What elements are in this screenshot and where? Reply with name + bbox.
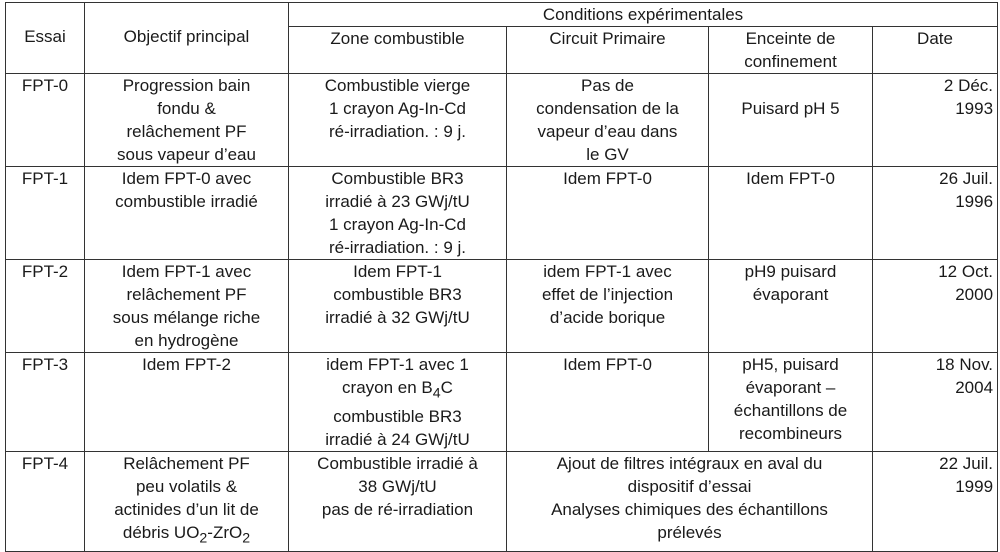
header-conditions: Conditions expérimentales [289, 3, 998, 27]
header-date: Date [873, 27, 998, 74]
cell-circuit: Idem FPT-0 [507, 167, 709, 260]
cell-objectif: Idem FPT-2 [85, 353, 289, 452]
cell-enceinte: Puisard pH 5 [709, 74, 873, 167]
table-row [6, 452, 998, 551]
table-row [6, 353, 998, 452]
cell-essai: FPT-1 [6, 167, 85, 260]
header-objectif: Objectif principal [85, 3, 289, 74]
cell-zone: Idem FPT-1 combustible BR3 irradié à 32 GWj/tU [289, 260, 507, 353]
cell-essai: FPT-4 [6, 452, 85, 551]
header-essai: Essai [6, 3, 85, 74]
cell-circuit: Idem FPT-0 [507, 353, 709, 452]
experiments-table [5, 2, 998, 552]
cell-enceinte: Idem FPT-0 [709, 167, 873, 260]
cell-zone: Combustible irradié à 38 GWj/tU pas de ré-irradiation [289, 452, 507, 551]
cell-circuit: idem FPT-1 avec effet de l’injection d’acide borique [507, 260, 709, 353]
header-enceinte: Enceinte de confinement [709, 27, 873, 74]
cell-enceinte: pH5, puisard évaporant – échantillons de recombineurs [709, 353, 873, 452]
cell-date: 2 Déc. 1993 [873, 74, 998, 167]
cell-date: 22 Juil. 1999 [873, 452, 998, 551]
cell-objectif: Idem FPT-1 avec relâchement PF sous mélange riche en hydrogène [85, 260, 289, 353]
cell-zone: Combustible BR3 irradié à 23 GWj/tU 1 crayon Ag-In-Cd ré-irradiation. : 9 j. [289, 167, 507, 260]
cell-date: 12 Oct. 2000 [873, 260, 998, 353]
cell-zone: Combustible vierge 1 crayon Ag-In-Cd ré-irradiation. : 9 j. [289, 74, 507, 167]
cell-essai: FPT-0 [6, 74, 85, 167]
cell-essai: FPT-2 [6, 260, 85, 353]
cell-objectif: Relâchement PF peu volatils & actinides d’un lit de débris $UO_2-ZrO_2$ [85, 452, 289, 551]
cell-objectif: Idem FPT-0 avec combustible irradié [85, 167, 289, 260]
cell-objectif: Progression bain fondu & relâchement PF sous vapeur d’eau [85, 74, 289, 167]
header-zone: Zone combustible [289, 27, 507, 74]
cell-enceinte: pH9 puisard évaporant [709, 260, 873, 353]
table-row [6, 260, 998, 353]
cell-date: 18 Nov. 2004 [873, 353, 998, 452]
cell-zone: idem FPT-1 avec 1 crayon en $B_4C$ combustible BR3 irradié à 24 GWj/tU [289, 353, 507, 452]
table-row [6, 167, 998, 260]
table-row [6, 74, 998, 167]
cell-circuit: Pas de condensation de la vapeur d’eau dans le GV [507, 74, 709, 167]
cell-essai: FPT-3 [6, 353, 85, 452]
cell-date: 26 Juil. 1996 [873, 167, 998, 260]
header-circuit: Circuit Primaire [507, 27, 709, 74]
cell-circuit-enceinte: Ajout de filtres intégraux en aval du dispositif d’essai Analyses chimiques des échantillons prélevés [507, 452, 873, 551]
